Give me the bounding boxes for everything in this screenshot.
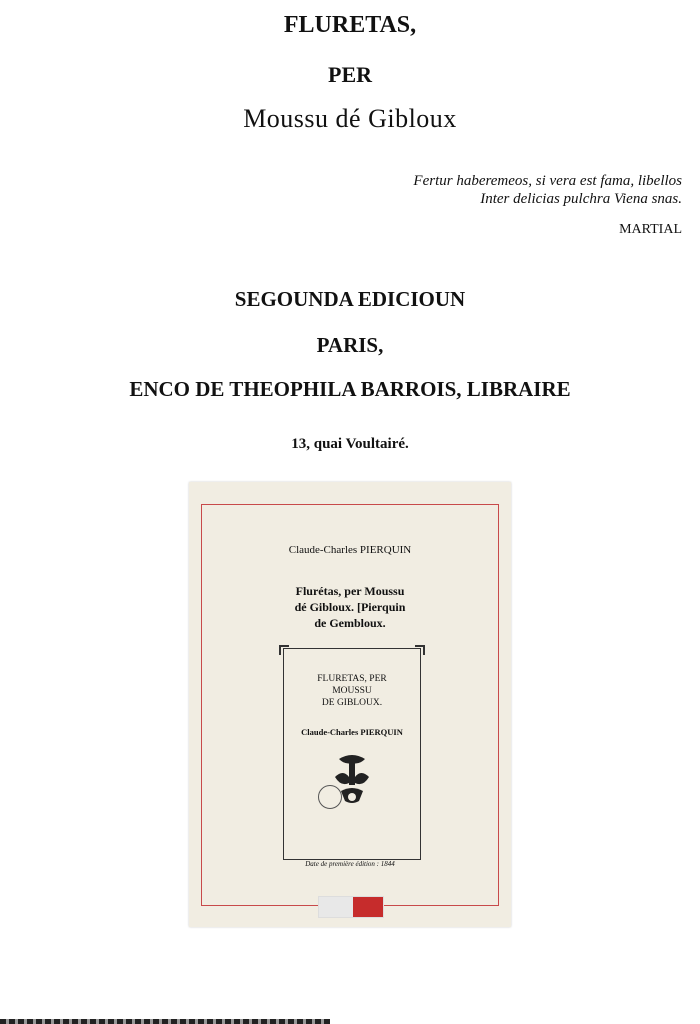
inner-title-line-2: MOUSSU xyxy=(332,686,372,696)
cover-title-line-3: de Gembloux. xyxy=(314,616,386,630)
epigraph-attribution: MARTIAL xyxy=(619,222,682,237)
epigraph xyxy=(262,172,682,208)
publisher-address: 13, quai Voultairé. xyxy=(291,436,409,452)
footer-text-strip xyxy=(0,1019,330,1024)
inner-title-line-3: DE GIBLOUX. xyxy=(321,698,383,708)
cover-author: Claude-Charles PIERQUIN xyxy=(288,544,412,556)
book-title: FLURETAS, xyxy=(283,12,417,38)
epigraph-line-1: Fertur haberemeos, si vera est fama, libellos xyxy=(413,173,682,189)
publisher-logo-icon xyxy=(318,896,384,918)
cover-title-line-2: dé Gibloux. [Pierquin xyxy=(294,600,406,614)
inner-title-line-1: FLURETAS, PER xyxy=(317,674,387,684)
edition-label: SEGOUNDA EDICIOUN xyxy=(234,287,466,311)
title-per: PER xyxy=(328,62,372,87)
book-cover-image xyxy=(189,482,511,927)
publisher-label: ENCO DE THEOPHILA BARROIS, LIBRAIRE xyxy=(129,377,571,401)
city-label: PARIS, xyxy=(316,333,384,357)
inner-title-page xyxy=(283,648,421,860)
inner-author: Claude-Charles PIERQUIN xyxy=(301,727,403,737)
epigraph-line-2: Inter delicias pulchra Viena snas. xyxy=(480,191,682,207)
cover-title xyxy=(189,583,511,631)
author-name: Moussu dé Gibloux xyxy=(243,104,457,133)
cover-title-line-1: Flurétas, per Moussu xyxy=(295,584,405,598)
library-stamp-icon xyxy=(318,785,342,809)
cover-date: Date de première édition : 1844 xyxy=(305,860,395,868)
inner-title xyxy=(284,673,420,709)
